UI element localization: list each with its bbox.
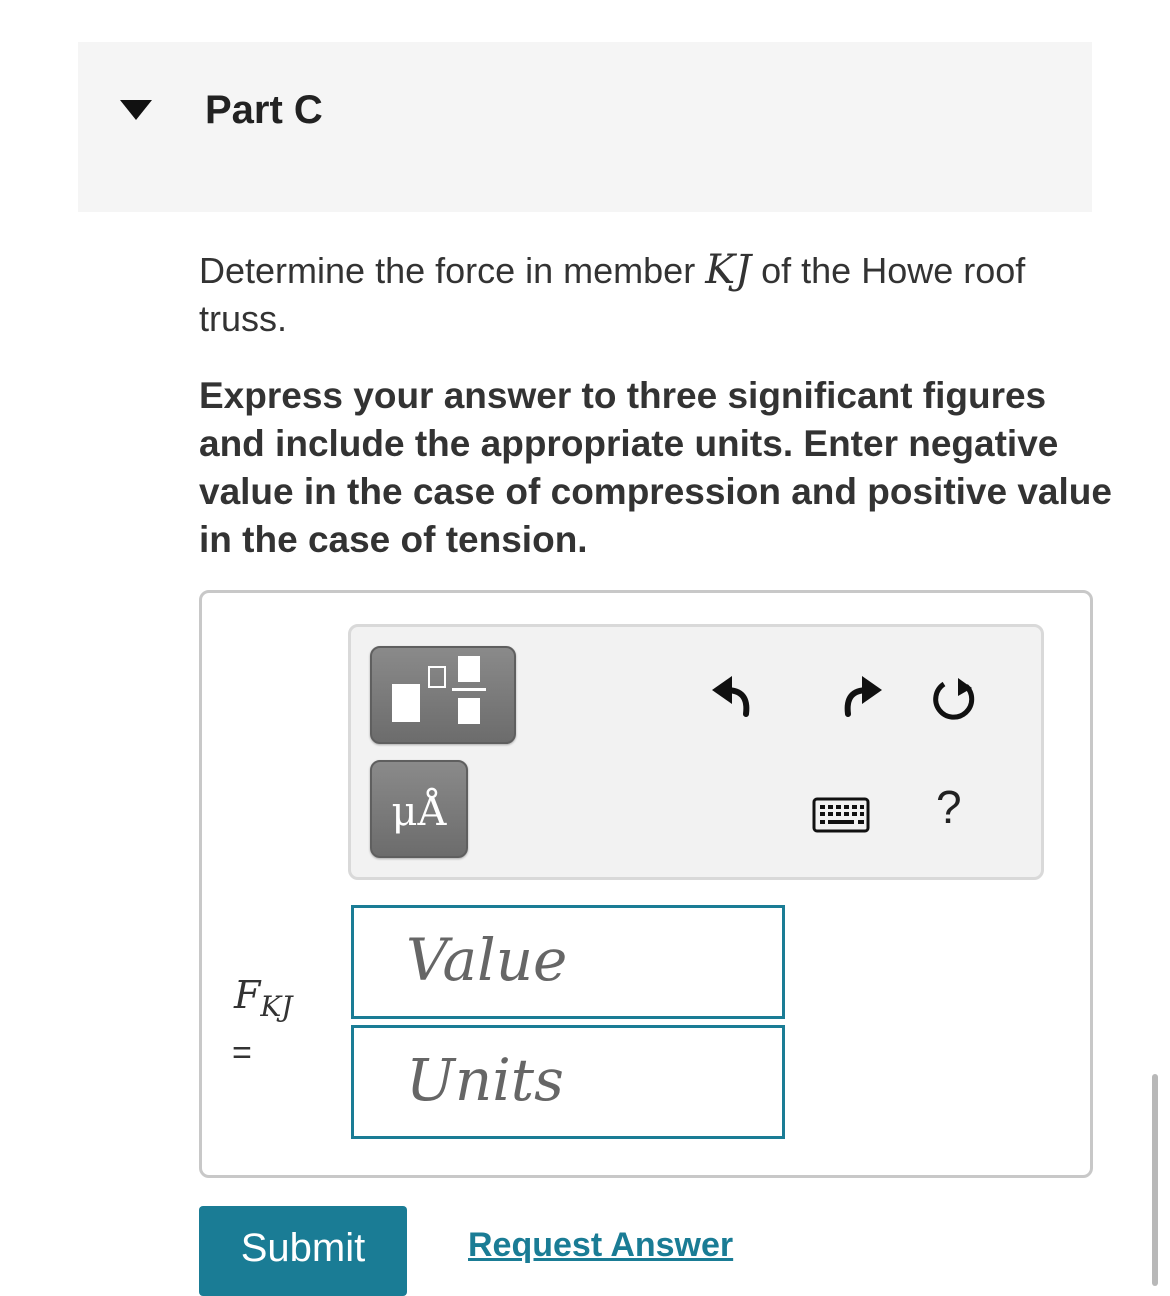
fraction-denominator-icon (458, 698, 480, 724)
equals-sign: = (232, 1034, 252, 1072)
question-text: Determine the force in member KJ of the Howe roof truss. (199, 247, 1026, 339)
collapse-caret-icon[interactable] (120, 100, 152, 120)
units-placeholder: Units (406, 1046, 564, 1114)
submit-button[interactable]: Submit (199, 1206, 407, 1296)
value-placeholder: Value (406, 926, 568, 994)
answer-instructions: Express your answer to three significant figures and include the appropriate units. Enter negative value in the case of compression and positive value in the case of tension. (199, 375, 1112, 560)
scrollbar[interactable] (1152, 1074, 1158, 1286)
keyboard-icon[interactable] (812, 796, 870, 834)
help-button[interactable]: ? (936, 781, 962, 833)
request-answer-link[interactable]: Request Answer (468, 1226, 734, 1264)
value-input[interactable] (351, 905, 785, 1019)
reset-icon[interactable] (928, 674, 984, 724)
undo-icon[interactable] (708, 668, 768, 718)
part-title: Part C (205, 88, 323, 132)
redo-icon[interactable] (826, 668, 886, 718)
template-base-icon (392, 684, 420, 722)
units-button[interactable]: μÅ (370, 760, 468, 858)
answer-variable-label: $F_{KJ}$ (234, 973, 293, 1023)
fraction-bar-icon (452, 688, 486, 691)
units-input[interactable] (351, 1025, 785, 1139)
templates-button[interactable] (370, 646, 516, 744)
template-exponent-icon (428, 666, 446, 688)
fraction-numerator-icon (458, 656, 480, 682)
member-label: KJ (705, 247, 752, 293)
